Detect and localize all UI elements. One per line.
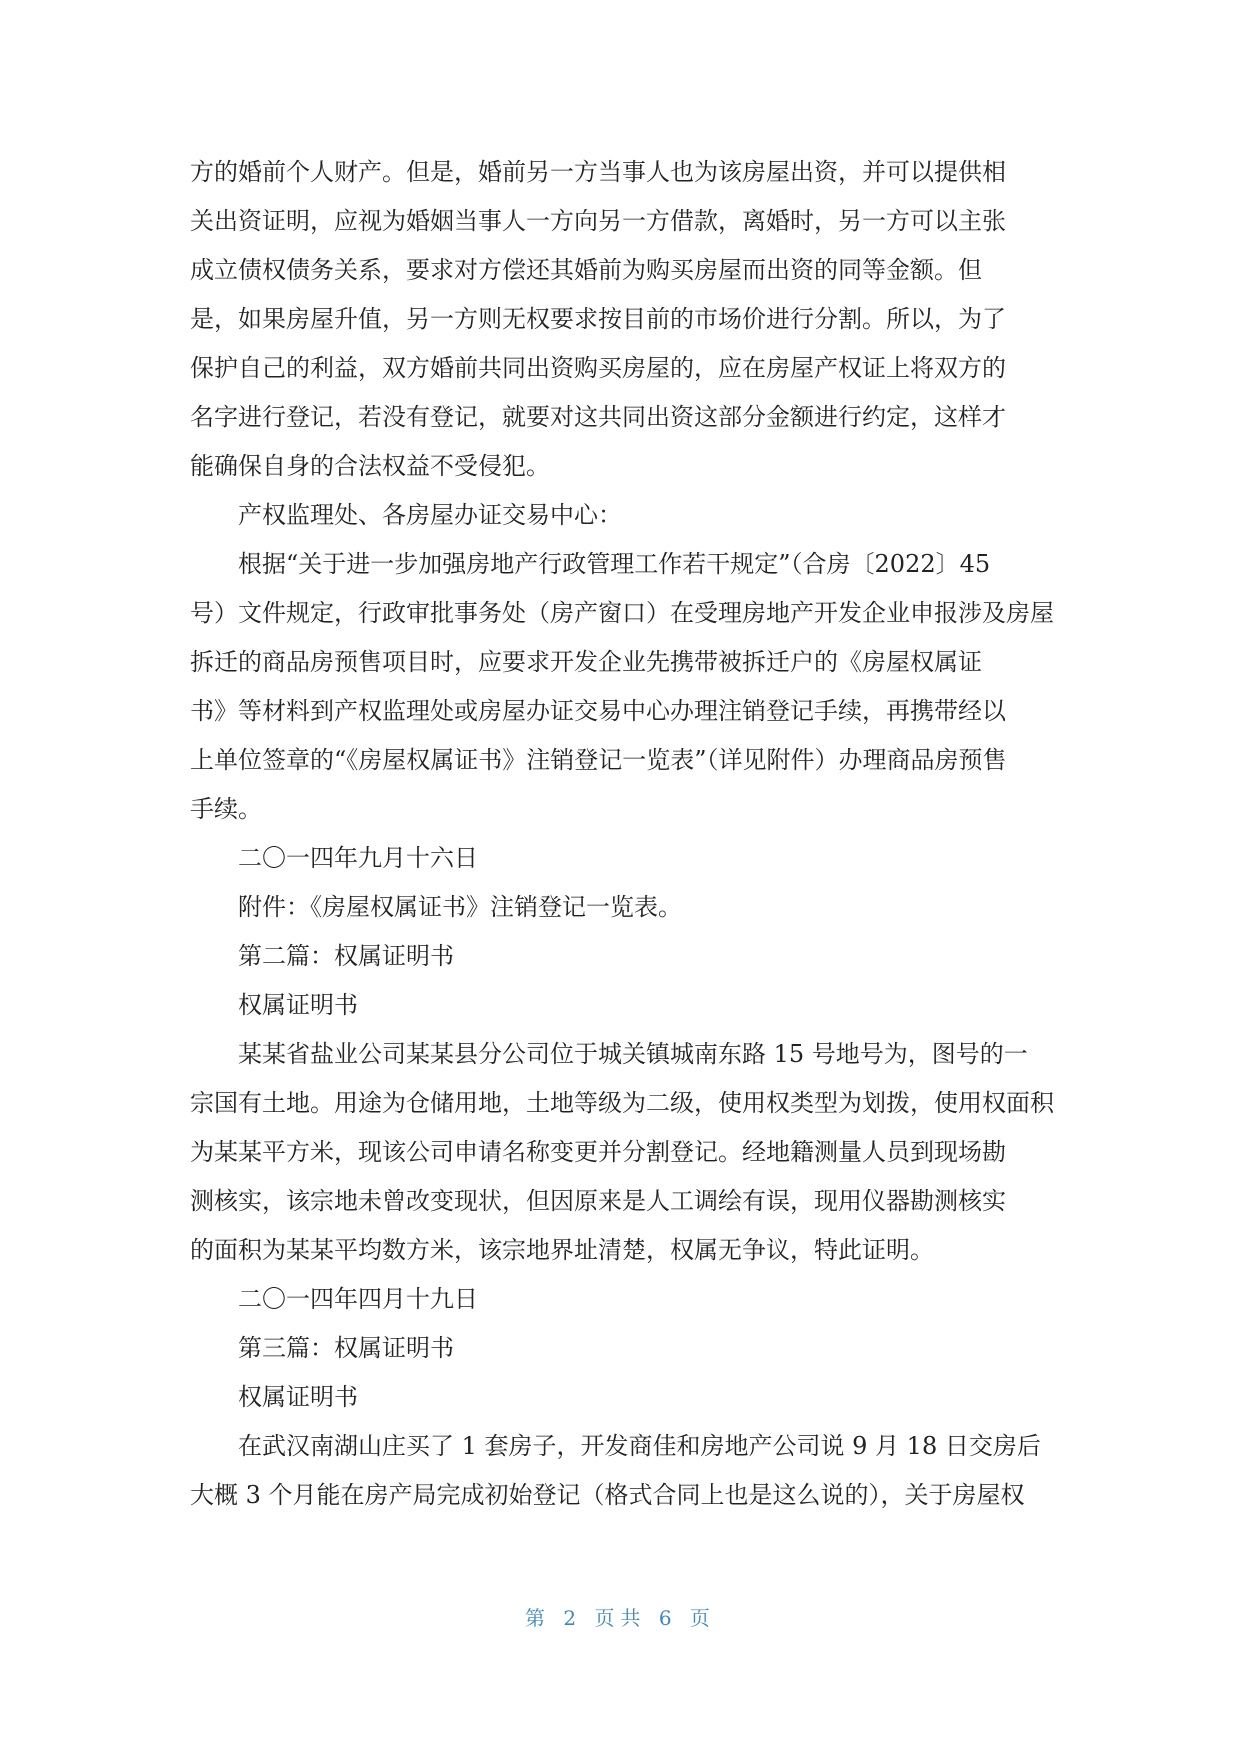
text-line: 名字进行登记，若没有登记，就要对这共同出资这部分金额进行约定，这样才 — [190, 403, 1006, 431]
text-line: 第三篇：权属证明书 — [238, 1334, 454, 1362]
text-line: 上单位签章的“《房屋权属证书》注销登记一览表”（详见附件）办理商品房预售 — [190, 746, 1007, 774]
text-line: 手续。 — [190, 795, 262, 823]
text-line: 产权监理处、各房屋办证交易中心： — [238, 501, 622, 529]
text-line: 拆迁的商品房预售项目时，应要求开发企业先携带被拆迁户的《房屋权属证 — [190, 648, 982, 676]
text-line: 关出资证明，应视为婚姻当事人一方向另一方借款，离婚时，另一方可以主张 — [190, 207, 1006, 235]
text-line: 测核实，该宗地未曾改变现状，但因原来是人工调绘有误，现用仪器勘测核实 — [190, 1187, 1006, 1215]
text-line: 二〇一四年九月十六日 — [238, 844, 478, 872]
text-line: 附件：《房屋权属证书》注销登记一览表。 — [238, 893, 682, 921]
text-line: 成立债权债务关系，要求对方偿还其婚前为购买房屋而出资的同等金额。但 — [190, 256, 982, 284]
text-line: 某某省盐业公司某某县分公司位于城关镇城南东路 15 号地号为，图号的一 — [238, 1040, 1028, 1068]
text-line: 权属证明书 — [238, 991, 358, 1019]
text-line: 号）文件规定，行政审批事务处（房产窗口）在受理房地产开发企业申报涉及房屋 — [190, 599, 1054, 627]
text-line: 是，如果房屋升值，另一方则无权要求按目前的市场价进行分割。所以，为了 — [190, 305, 1006, 333]
document-body — [190, 148, 1060, 1520]
text-line: 大概 3 个月能在房产局完成初始登记（格式合同上也是这么说的），关于房屋权 — [190, 1481, 1025, 1509]
text-line: 二〇一四年四月十九日 — [238, 1285, 478, 1313]
text-line: 第二篇：权属证明书 — [238, 942, 454, 970]
text-line: 的面积为某某平均数方米，该宗地界址清楚，权属无争议，特此证明。 — [190, 1236, 934, 1264]
text-line: 书》等材料到产权监理处或房屋办证交易中心办理注销登记手续，再携带经以 — [190, 697, 1006, 725]
page-number-footer: 第 2 页共 6 页 — [525, 1606, 716, 1630]
text-line: 在武汉南湖山庄买了 1 套房子，开发商佳和房地产公司说 9 月 18 日交房后 — [238, 1432, 1041, 1460]
text-line: 方的婚前个人财产。但是，婚前另一方当事人也为该房屋出资，并可以提供相 — [190, 158, 1006, 186]
text-line: 能确保自身的合法权益不受侵犯。 — [190, 452, 550, 480]
text-line: 保护自己的利益，双方婚前共同出资购买房屋的，应在房屋产权证上将双方的 — [190, 354, 1006, 382]
text-line: 权属证明书 — [238, 1383, 358, 1411]
text-line: 根据“关于进一步加强房地产行政管理工作若干规定”（合房〔2022〕45 — [238, 550, 991, 578]
text-line: 宗国有土地。用途为仓储用地，土地等级为二级，使用权类型为划拨，使用权面积 — [190, 1089, 1054, 1117]
text-line: 为某某平方米，现该公司申请名称变更并分割登记。经地籍测量人员到现场勘 — [190, 1138, 1006, 1166]
